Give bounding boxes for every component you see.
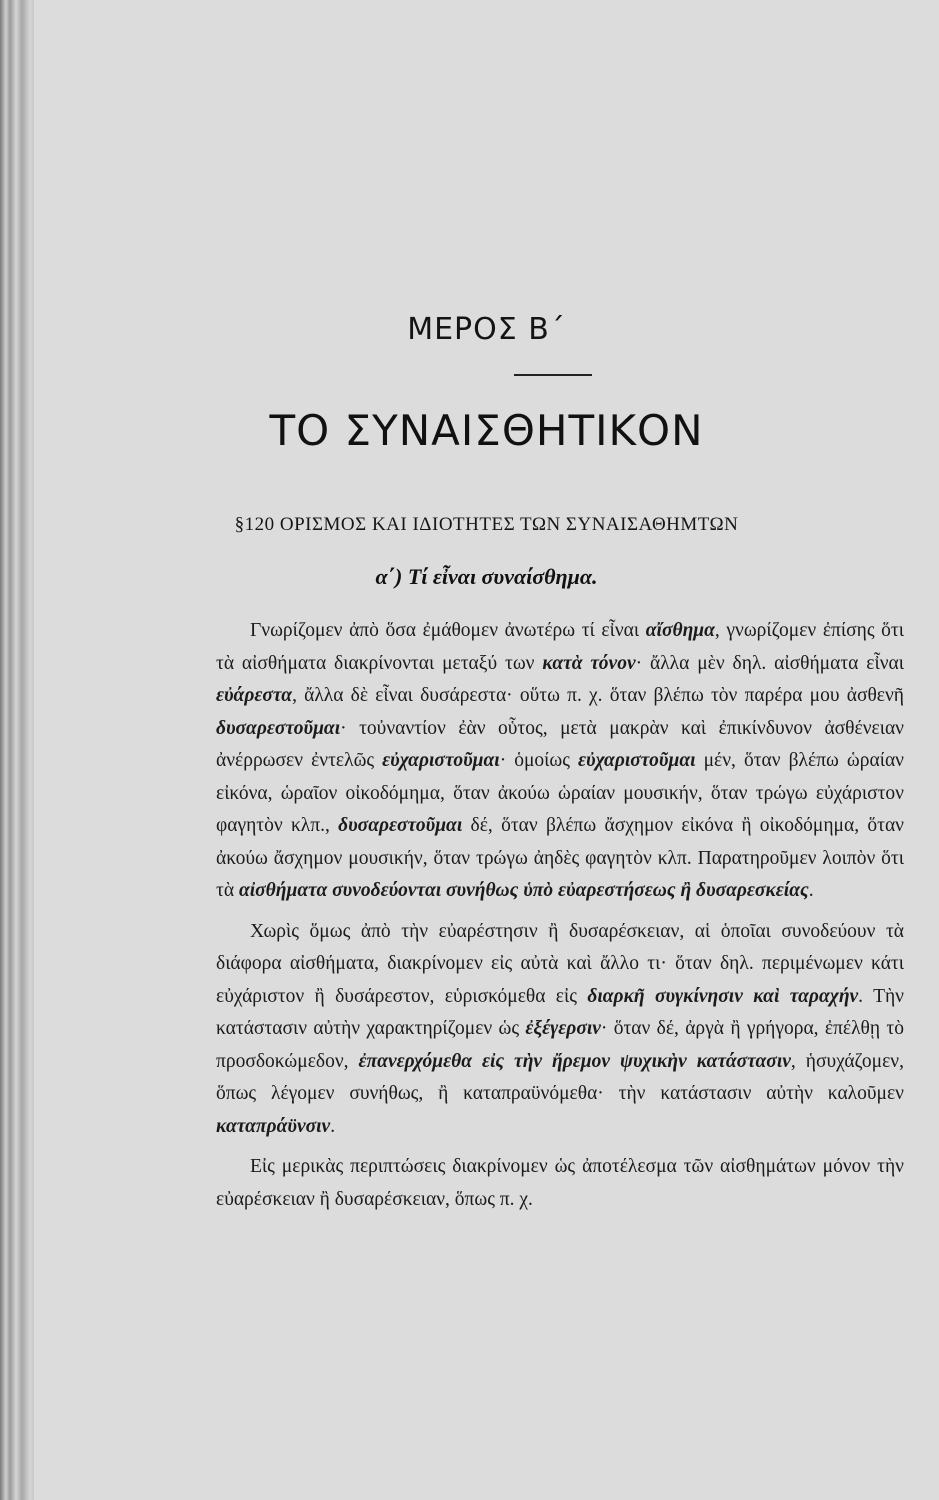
text-run: , γνωρίζομεν ἐπίσης ὅτι τὰ αἰσθήματα διακρίνονται μεταξύ των [216,620,904,674]
emphasis-term: αἰσθήματα συνοδεύονται συνήθως ὑπὸ εὐαρεστήσεως ἢ δυσαρεσκείας [238,880,809,901]
body-text [216,615,904,1216]
text-run: · ὁμοίως [499,750,579,771]
emphasis-term: εὐχαριστοῦμαι [578,750,696,771]
paragraph-3 [216,1151,904,1216]
emphasis-term: ἐξέγερσιν [525,1018,601,1039]
emphasis-term: δυσαρεστοῦμαι [338,815,463,836]
section-heading: §120 ΟΡΙΣΜΟΣ ΚΑΙ ΙΔΙΟΤΗΤΕΣ ΤΩΝ ΣΥΝΑΙΣΑΘΗΜΤΩΝ [234,514,739,535]
book-page-edges [0,0,34,1500]
emphasis-term: εὐχαριστοῦμαι [382,750,500,771]
emphasis-term: κατὰ τόνον [542,652,636,674]
text-run: δέ, ὅταν βλέπω ἄσχημον εἰκόνα ἢ οἰκοδόμημα, ὅταν ἀκούω ἄσχημον μουσικήν, ὅταν τρώγω ἀηδὲς φαγητὸν κλπ. Παρατηροῦμεν λοιπὸν ὅτι τὰ [216,815,904,901]
text-run: , ἄλλα δὲ εἶναι δυσάρεστα· οὕτω π. χ. ὅταν βλέπω τὸν παρέρα μου ἀσθενῆ [292,685,904,706]
emphasis-term: δυσαρεστοῦμαι [216,717,341,739]
emphasis-term: διαρκῆ συγκίνησιν καὶ ταραχήν [587,985,859,1007]
emphasis-term: αἴσθημα [645,620,715,641]
paragraph-2 [216,916,904,1144]
emphasis-term: ἐπανερχόμεθα εἰς τὴν ἤρεμον ψυχικὴν κατάστασιν [358,1050,791,1072]
text-run: Εἰς μερικὰς περιπτώσεις διακρίνομεν ὡς ἀποτέλεσμα τῶν αἰσθημάτων μόνον τὴν εὐαρέσκειαν ἢ δυσαρέσκειαν, ὅπως π. χ. [216,1156,904,1210]
text-run: · ἄλλα μὲν δηλ. αἰσθήματα εἶναι [635,652,904,674]
paragraph-1 [216,615,904,908]
text-run: μέν, ὅταν βλέπω ὡραίαν εἰκόνα, ὡραῖον οἰκοδόμημα, ὅταν ἀκούω ὡραίαν μουσικήν, ὅταν τρώγω εὐχάριστον φαγητὸν κλπ., [216,750,904,836]
subsection-heading: α΄) Τί εἶναι συναίσθημα. [375,564,598,589]
text-run: · ὅταν δέ, ἀργὰ ἢ γρήγορα, ἐπέλθῃ τὸ προσδοκώμεδον, [216,1018,904,1072]
text-run: . [808,880,814,901]
chapter-title: ΤΟ ΣΥΝΑΙΣΘΗΤΙΚΟΝ [269,406,704,455]
text-run: Χωρὶς ὅμως ἀπὸ τὴν εὐαρέστησιν ἢ δυσαρέσκειαν, αἱ ὁποῖαι συνοδεύουν τὰ διάφορα αἰσθήματα, διακρίνομεν εἰς αὐτὰ καὶ ἄλλο τι· ὅταν δηλ. περιμένωμεν κάτι εὐχάριστον ἢ δυσάρεστον, εὑρισκόμεθα εἰς [216,920,904,1007]
text-run: · τοὐναντίον ἐὰν οὗτος, μετὰ μακρὰν καὶ ἐπικίνδυνον ἀσθένειαν ἀνέρρωσεν ἐντελῶς [216,717,904,771]
emphasis-term: εὐάρεστα [216,685,293,706]
text-run: . Τὴν κατάστασιν αὐτὴν χαρακτηρίζομεν ὡς [216,985,904,1039]
text-run: , ἡσυχάζομεν, ὅπως λέγομεν συνήθως, ἢ καταπραϋνόμεθα· τὴν κατάστασιν αὐτὴν καλοῦμεν [216,1050,904,1104]
part-heading: ΜΕΡΟΣ Β΄ [407,312,566,347]
text-run: . [330,1115,336,1137]
emphasis-term: καταπράϋνσιν [216,1115,331,1137]
book-page [34,0,939,1500]
heading-divider [514,374,592,376]
text-run: Γνωρίζομεν ἀπὸ ὅσα ἐμάθομεν ἀνωτέρω τί εἶναι [250,620,646,641]
